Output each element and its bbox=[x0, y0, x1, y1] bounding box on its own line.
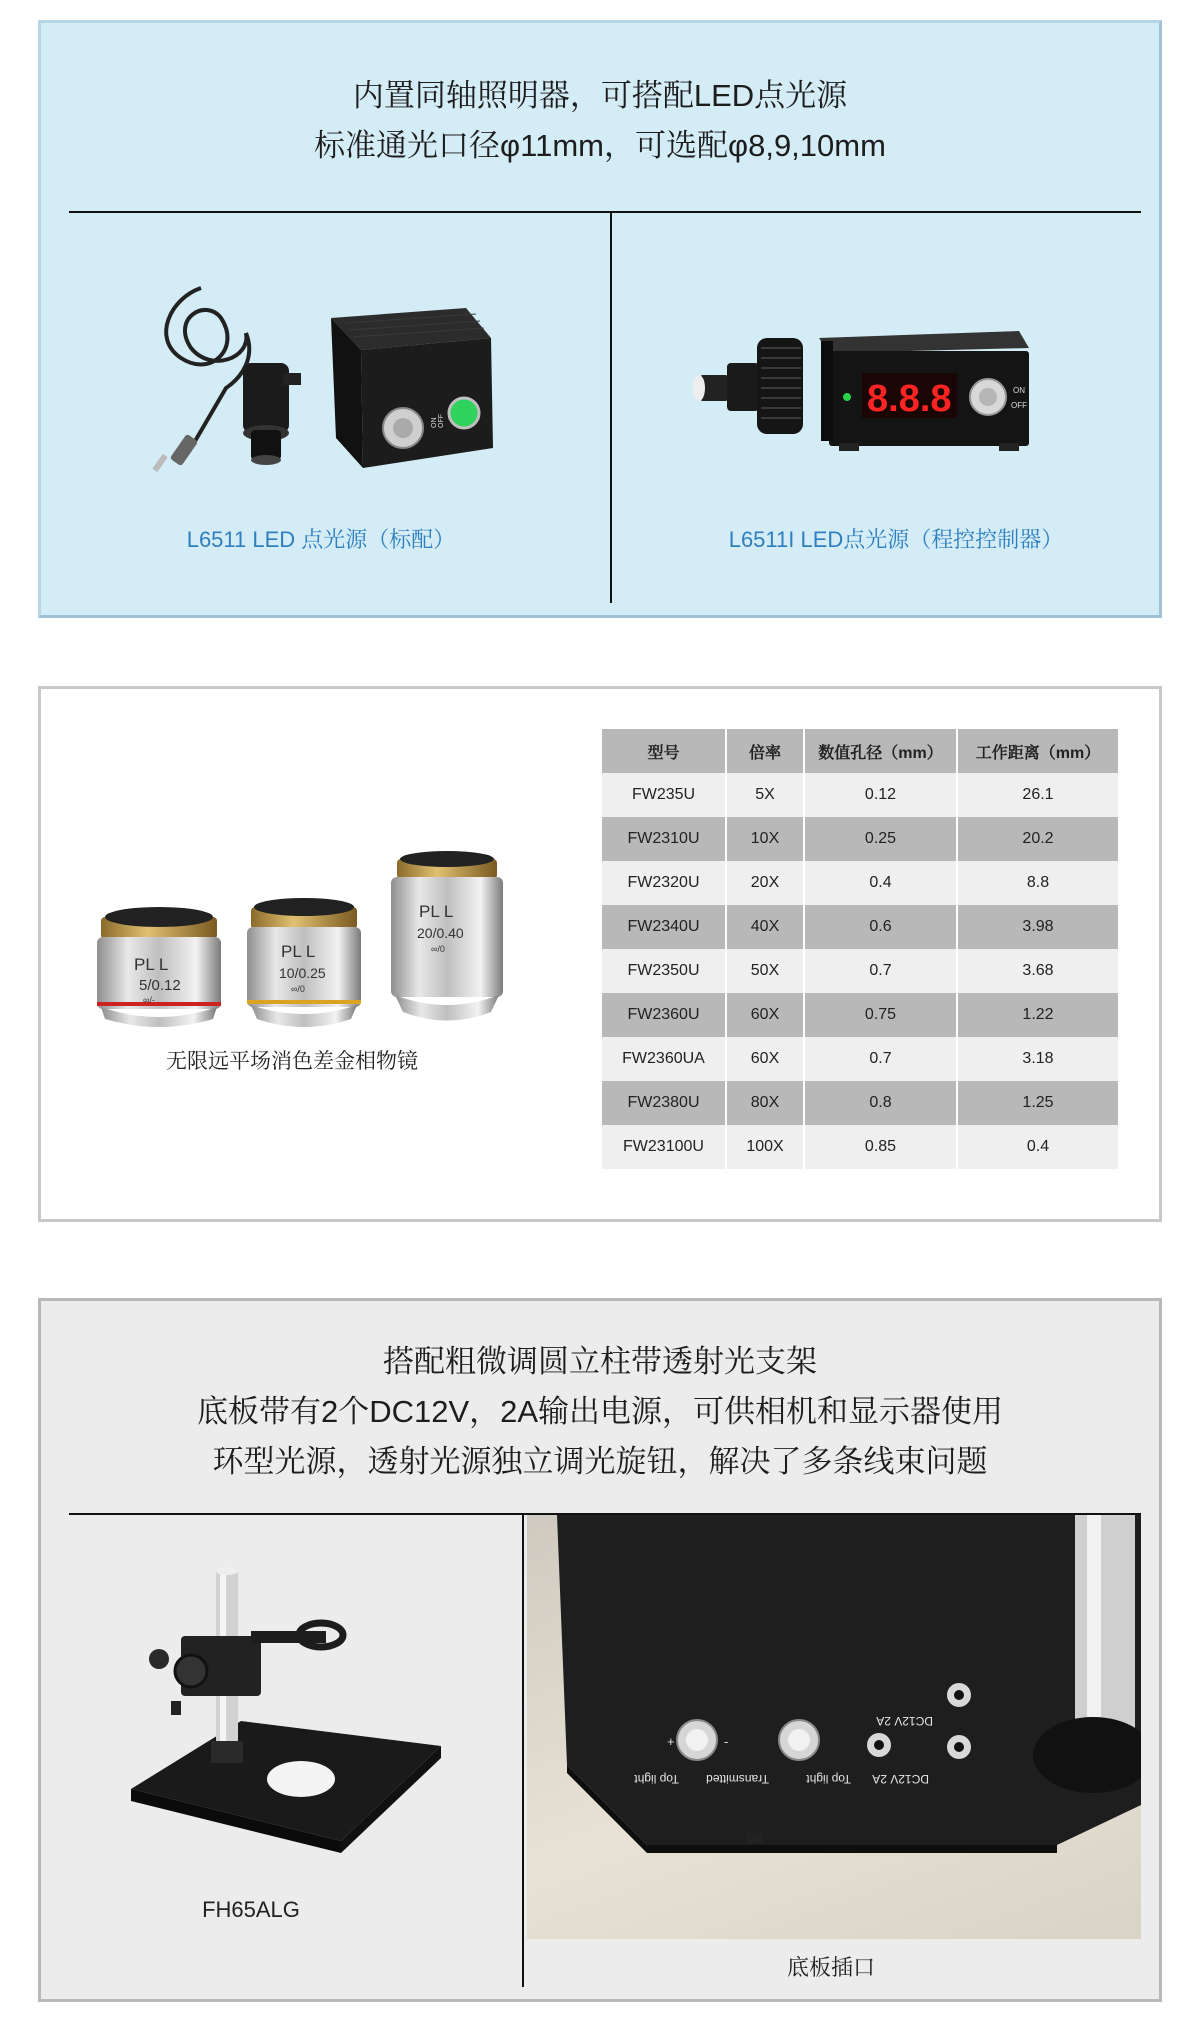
cell-working-distance: 1.25 bbox=[957, 1081, 1119, 1125]
cell-working-distance: 0.4 bbox=[957, 1125, 1119, 1169]
stand-panel bbox=[38, 1298, 1162, 2002]
cell-model: FW2360UA bbox=[602, 1037, 726, 1081]
objective-10x-spec: 10/0.25 bbox=[279, 965, 326, 981]
table-row bbox=[602, 993, 1119, 1037]
cell-magnification: 60X bbox=[726, 993, 804, 1037]
header-magnification: 倍率 bbox=[726, 729, 804, 773]
port-label-dc12v-upper: DC12V 2A bbox=[876, 1714, 933, 1728]
port-label-dc12v-lower: DC12V 2A bbox=[872, 1772, 929, 1786]
cell-working-distance: 3.18 bbox=[957, 1037, 1119, 1081]
table-row bbox=[602, 1081, 1119, 1125]
objective-20x-spec: 20/0.40 bbox=[417, 925, 464, 941]
top-light-knob bbox=[677, 1720, 717, 1760]
knob-plus-sign: + bbox=[667, 1734, 675, 1749]
cell-numerical-aperture: 0.8 bbox=[804, 1081, 957, 1125]
led-point-light-programmable-caption: L6511I LED点光源（程控控制器） bbox=[728, 527, 1064, 552]
objective-lenses-photo bbox=[79, 837, 519, 1037]
objective-20x bbox=[391, 851, 503, 1021]
cell-working-distance: 1.22 bbox=[957, 993, 1119, 1037]
table-row bbox=[602, 1037, 1119, 1081]
header-numerical-aperture: 数值孔径（mm） bbox=[804, 729, 957, 773]
led-point-light-standard-caption: L6511 LED 点光源（标配） bbox=[186, 527, 456, 552]
cell-numerical-aperture: 0.12 bbox=[804, 773, 957, 817]
cell-magnification: 40X bbox=[726, 905, 804, 949]
stand-fh65alg-caption: FH65ALG bbox=[202, 1897, 300, 1922]
base-ports-photo bbox=[527, 1515, 1141, 1939]
cell-magnification: 80X bbox=[726, 1081, 804, 1125]
spec-table-header-row bbox=[602, 729, 1119, 773]
panel3-divider-vertical bbox=[522, 1513, 524, 1987]
port-label-top-light-jack: Top light bbox=[806, 1772, 851, 1786]
table-row bbox=[602, 861, 1119, 905]
coaxial-illumination-panel bbox=[38, 20, 1162, 618]
cell-model: FW23100U bbox=[602, 1125, 726, 1169]
objective-lenses-caption: 无限远平场消色差金相物镜 bbox=[166, 1050, 418, 1073]
cell-working-distance: 20.2 bbox=[957, 817, 1119, 861]
knob-minus-sign: - bbox=[724, 1734, 729, 1749]
cell-numerical-aperture: 0.6 bbox=[804, 905, 957, 949]
panel3-heading-line3: 环型光源，透射光源独立调光旋钮，解决了多条线束问题 bbox=[212, 1444, 988, 1479]
table-row bbox=[602, 905, 1119, 949]
objective-5x bbox=[97, 907, 221, 1027]
objective-spec-table bbox=[602, 729, 1120, 1169]
cell-magnification: 5X bbox=[726, 773, 804, 817]
cell-numerical-aperture: 0.7 bbox=[804, 1037, 957, 1081]
stand-fh65alg-photo bbox=[111, 1551, 491, 1881]
cell-numerical-aperture: 0.75 bbox=[804, 993, 957, 1037]
cell-model: FW2310U bbox=[602, 817, 726, 861]
objective-5x-name: PL L bbox=[134, 955, 169, 974]
table-row bbox=[602, 817, 1119, 861]
standard-controller-switch-label-on: ON bbox=[431, 417, 438, 428]
panel3-heading bbox=[41, 1337, 1159, 1487]
panel1-heading bbox=[41, 71, 1159, 171]
cell-model: FW2380U bbox=[602, 1081, 726, 1125]
objective-10x-inf: ∞/0 bbox=[291, 984, 305, 994]
cell-numerical-aperture: 0.25 bbox=[804, 817, 957, 861]
led-point-light-standard-photo bbox=[131, 278, 571, 508]
panel3-heading-line1: 搭配粗微调圆立柱带透射光支架 bbox=[383, 1344, 817, 1379]
cell-working-distance: 3.68 bbox=[957, 949, 1119, 993]
standard-controller-switch-label-off: OFF bbox=[438, 414, 445, 428]
header-model: 型号 bbox=[602, 729, 726, 773]
panel1-divider-horizontal bbox=[69, 211, 1141, 213]
led-point-light-programmable-photo bbox=[689, 313, 1109, 463]
cell-magnification: 50X bbox=[726, 949, 804, 993]
objective-5x-inf: ∞/- bbox=[143, 995, 155, 1005]
digital-display-readout: 8.8.8 bbox=[867, 378, 952, 420]
header-working-distance: 工作距离（mm） bbox=[957, 729, 1119, 773]
cell-magnification: 10X bbox=[726, 817, 804, 861]
objective-10x-name: PL L bbox=[281, 942, 316, 961]
table-row bbox=[602, 949, 1119, 993]
cell-magnification: 20X bbox=[726, 861, 804, 905]
panel1-heading-line2: 标准通光口径φ11mm，可选配φ8,9,10mm bbox=[314, 128, 886, 163]
programmable-controller-switch-label-off: OFF bbox=[1011, 401, 1027, 410]
objective-20x-inf: ∞/0 bbox=[431, 944, 445, 954]
cell-working-distance: 8.8 bbox=[957, 861, 1119, 905]
cell-numerical-aperture: 0.7 bbox=[804, 949, 957, 993]
cell-magnification: 100X bbox=[726, 1125, 804, 1169]
panel1-heading-line1: 内置同轴照明器，可搭配LED点光源 bbox=[352, 78, 848, 113]
cell-working-distance: 3.98 bbox=[957, 905, 1119, 949]
table-row bbox=[602, 1125, 1119, 1169]
port-label-transmitted: Transmitted bbox=[706, 1772, 769, 1786]
objective-lens-panel bbox=[38, 686, 1162, 1222]
panel3-heading-line2: 底板带有2个DC12V，2A输出电源，可供相机和显示器使用 bbox=[196, 1394, 1004, 1429]
port-label-top-light-knob: Top light bbox=[634, 1772, 679, 1786]
objective-5x-spec: 5/0.12 bbox=[139, 977, 181, 994]
cell-numerical-aperture: 0.4 bbox=[804, 861, 957, 905]
table-row bbox=[602, 773, 1119, 817]
cell-working-distance: 26.1 bbox=[957, 773, 1119, 817]
cell-numerical-aperture: 0.85 bbox=[804, 1125, 957, 1169]
objective-10x bbox=[247, 898, 361, 1027]
cell-model: FW235U bbox=[602, 773, 726, 817]
programmable-controller-switch-label-on: ON bbox=[1013, 386, 1025, 395]
cell-model: FW2350U bbox=[602, 949, 726, 993]
transmitted-knob bbox=[779, 1720, 819, 1760]
cell-model: FW2320U bbox=[602, 861, 726, 905]
panel1-divider-vertical bbox=[610, 211, 612, 603]
base-ports-caption: 底板插口 bbox=[786, 1955, 875, 1980]
objective-20x-name: PL L bbox=[419, 902, 454, 921]
cell-magnification: 60X bbox=[726, 1037, 804, 1081]
cell-model: FW2360U bbox=[602, 993, 726, 1037]
cell-model: FW2340U bbox=[602, 905, 726, 949]
